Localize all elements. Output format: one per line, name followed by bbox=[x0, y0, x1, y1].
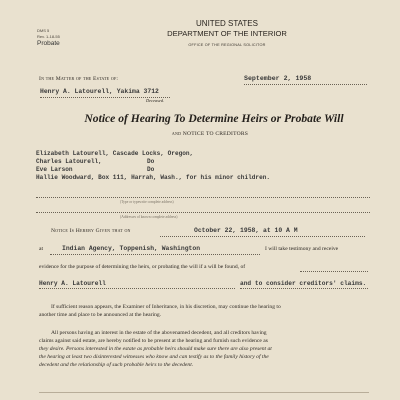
hearing-date: October 22, 1958, at 10 A M bbox=[194, 227, 298, 234]
notice-subtitle: and NOTICE TO CREDITORS bbox=[171, 131, 249, 137]
address-line bbox=[36, 212, 370, 213]
address-label: (Addresses of known complete address) bbox=[120, 215, 178, 219]
recipient-line: Hallie Woodward, Box 111, Harrah, Wash., for his minor children. bbox=[36, 174, 271, 181]
header-department: DEPARTMENT OF THE INTERIOR bbox=[167, 29, 287, 38]
notice-title: Notice of Hearing To Determine Heirs or Probate Will bbox=[84, 112, 344, 125]
recipient-do: Do bbox=[147, 158, 155, 165]
estate-name-line bbox=[39, 288, 235, 289]
paragraph-continue: another time and place to be announced at the hearing. bbox=[39, 312, 162, 318]
matter-date: September 2, 1958 bbox=[244, 75, 312, 82]
notice-intro: Notice Is Hereby Given that on bbox=[51, 228, 131, 234]
deceased-label: Deceased. bbox=[146, 98, 165, 103]
paragraph-interested: decedent and the relationship of such probable heirs to the decedent. bbox=[39, 362, 194, 368]
paragraph-interested: the hearing at least two disinterested witnesses who know and can testify as to the family history of the bbox=[39, 354, 269, 360]
bottom-edge-line bbox=[39, 392, 369, 393]
paragraph-interested: they desire. Persons interested in the estate as probable heirs should make sure there are also present at bbox=[39, 346, 272, 352]
header-office: OFFICE OF THE REGIONAL SOLICITOR bbox=[188, 43, 266, 47]
recipient-line: Eve Larson bbox=[36, 166, 73, 173]
hearing-date-line bbox=[160, 236, 365, 237]
form-type: Probate bbox=[37, 40, 60, 47]
address-label: (Type or typewrite complete address) bbox=[120, 200, 174, 204]
recipient-line: Charles Latourell, bbox=[36, 158, 102, 165]
consider-line bbox=[240, 288, 368, 289]
recipient-do: Do bbox=[147, 166, 155, 173]
address-line bbox=[36, 197, 370, 198]
hearing-place: Indian Agency, Toppenish, Washington bbox=[62, 245, 201, 252]
matter-prefix: In the Matter of the Estate of: bbox=[39, 76, 119, 82]
evidence-line bbox=[300, 271, 368, 272]
take-testimony-text: I will take testimony and receive bbox=[265, 246, 339, 252]
paragraph-interested: claims against said estate, are hereby notified to be present at the hearing and furnish such evidence as bbox=[39, 338, 268, 344]
estate-name-repeat: Henry A. Latourell bbox=[39, 280, 106, 287]
hearing-place-line bbox=[50, 254, 260, 255]
paragraph-continue: If sufficient reason appears, the Examiner of Inheritance, in his discretion, may continue the hearing to bbox=[51, 304, 281, 310]
paragraph-interested: All persons having an interest in the estate of the abovenamed decedent, and all creditors having bbox=[51, 330, 267, 336]
recipient-line: Elizabeth Latourell, Cascade Locks, Oregon, bbox=[36, 150, 194, 157]
date-underline bbox=[244, 84, 367, 85]
evidence-text: evidence for the purpose of determining the heirs, or probating the will if a will be found, of bbox=[39, 264, 246, 270]
header-united-states: UNITED STATES bbox=[196, 19, 258, 28]
form-number: DMS 5 bbox=[37, 28, 50, 33]
form-revision: Rev. 1-18-55 bbox=[37, 34, 60, 39]
estate-name: Henry A. Latourell, Yakima 3712 bbox=[40, 88, 159, 95]
consider-claims: and to consider creditors' claims. bbox=[240, 280, 367, 287]
at-label: at bbox=[39, 246, 44, 252]
